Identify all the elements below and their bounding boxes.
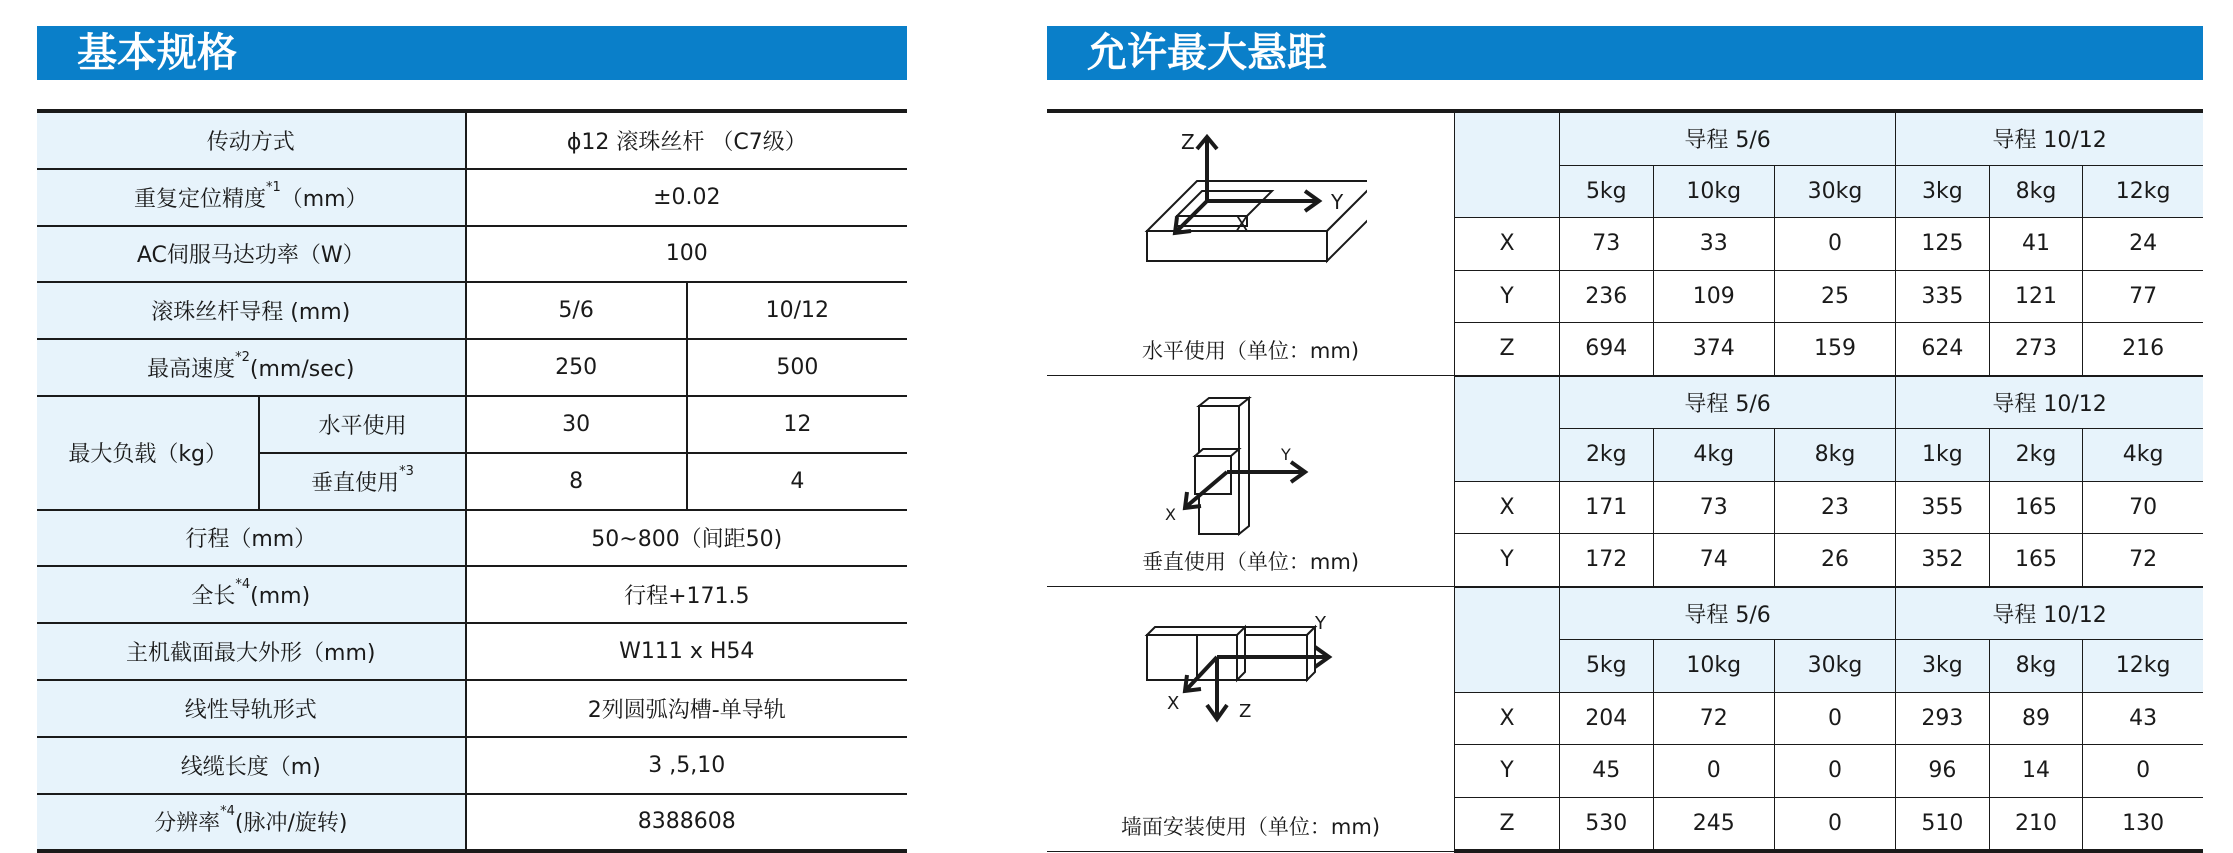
spec-row-guide [37,680,907,737]
overhang-value: 0 [1774,745,1895,798]
vertical-caption: 垂直使用（单位：mm) [1141,550,1360,574]
lead-header: 导程 5/6 [1560,111,1896,165]
overhang-value: 96 [1896,745,1990,798]
overhang-value: 33 [1653,218,1774,271]
rail-side [1307,627,1315,680]
overhang-value: 73 [1560,218,1654,271]
lead-header: 导程 5/6 [1560,587,1896,640]
spec-label: 主机截面最大外形（mm) [37,623,466,680]
overhang-value: 216 [2083,323,2203,376]
spec-row-cable [37,737,907,794]
overhang-value: 165 [1989,534,2083,587]
spec-value: 4 [687,453,907,510]
spec-label: 线性导轨形式 [37,680,466,737]
spec-row-drive [37,111,907,169]
spec-label [37,566,466,623]
overhang-value: 24 [2083,218,2203,271]
wall-diagram-cell [1047,587,1455,852]
spec-label: 最大负载（kg） [37,396,259,510]
spec-label: 传动方式 [37,111,466,169]
spec-row-repeat [37,169,907,226]
load-header: 4kg [1653,429,1774,482]
basic-spec-table [37,109,907,853]
overhang-value: 26 [1774,534,1895,587]
overhang-value: 510 [1896,797,1990,851]
lead-header: 导程 10/12 [1896,111,2203,165]
overhang-value: 45 [1560,745,1654,798]
overhang-value: 73 [1653,481,1774,534]
slider-side [1237,627,1245,680]
spec-row-load-horizontal [37,396,907,453]
load-header: 8kg [1989,640,2083,693]
lead-header: 导程 5/6 [1560,376,1896,429]
max-overhang-table [1047,109,2203,853]
overhang-value: 0 [2083,745,2203,798]
spec-label [37,794,466,852]
spec-value: 2列圆弧沟槽-单导轨 [466,680,907,737]
spec-sub-label [259,453,465,510]
spec-row-motor [37,226,907,283]
y-axis-label: Y [1315,613,1326,634]
footnote-mark: *4 [220,804,235,820]
overhang-value: 23 [1774,481,1895,534]
overhang-value: 109 [1653,270,1774,323]
spec-label: 线缆长度（m) [37,737,466,794]
overhang-value: 694 [1560,323,1654,376]
spec-row-section [37,623,907,680]
overhang-value: 130 [2083,797,2203,851]
spec-value: 12 [687,396,907,453]
basic-spec-title: 基本规格 [37,26,907,80]
overhang-value: 0 [1774,692,1895,745]
label-unit: （mm） [280,186,368,212]
slider-top [1195,449,1239,456]
axis-header-blank [1455,111,1560,218]
axis-label: X [1455,692,1560,745]
spec-row-lead [37,282,907,339]
overhang-value: 374 [1653,323,1774,376]
spec-value: W111 x H54 [466,623,907,680]
spec-row-speed [37,339,907,396]
spec-value: ±0.02 [466,169,907,226]
overhang-value: 245 [1653,797,1774,851]
overhang-head-row [1047,376,2203,429]
horizontal-use-diagram [1127,131,1367,301]
overhang-value: 25 [1774,270,1895,323]
overhang-value: 352 [1896,534,1990,587]
load-header: 5kg [1560,640,1654,693]
spec-label: AC伺服马达功率（W） [37,226,466,283]
label-text: 垂直使用 [311,470,400,496]
z-axis-label: Z [1239,701,1252,722]
rail-top [1147,627,1315,635]
spec-value: 8388608 [466,794,907,852]
axis-label: X [1455,218,1560,271]
load-header: 1kg [1896,429,1990,482]
axis-label: X [1455,481,1560,534]
overhang-value: 0 [1774,797,1895,851]
lead-header: 导程 10/12 [1896,587,2203,640]
load-header: 30kg [1774,640,1895,693]
overhang-value: 72 [2083,534,2203,587]
overhang-value: 89 [1989,692,2083,745]
overhang-value: 172 [1560,534,1654,587]
footnote-mark: *4 [235,577,251,593]
overhang-head-row [1047,111,2203,165]
footnote-mark: *2 [235,350,250,366]
x-axis-label: X [1235,212,1249,236]
spec-value: 100 [466,226,907,283]
overhang-value: 74 [1653,534,1774,587]
label-unit: (脉冲/旋转) [234,811,348,837]
vertical-use-diagram [1127,394,1367,544]
spec-label [37,339,466,396]
spec-value: 3 ,5,10 [466,737,907,794]
spec-label: 滚珠丝杆导程 (mm) [37,282,466,339]
spec-label: 行程（mm） [37,510,466,567]
x-axis-label: X [1167,693,1180,714]
spec-label [37,169,466,226]
overhang-value: 335 [1896,270,1990,323]
load-header: 3kg [1896,640,1990,693]
axis-header-blank [1455,376,1560,482]
vertical-diagram-cell [1047,376,1455,587]
overhang-value: 236 [1560,270,1654,323]
overhang-head-row [1047,587,2203,640]
overhang-value: 165 [1989,481,2083,534]
label-unit: (mm) [250,584,311,610]
spec-value: 8 [466,453,687,510]
overhang-value: 72 [1653,692,1774,745]
overhang-value: 204 [1560,692,1654,745]
rail-top [1199,398,1249,406]
axis-label: Z [1455,797,1560,851]
spec-value: 行程+171.5 [466,566,907,623]
spec-row-resolution [37,794,907,852]
spec-value: 30 [466,396,687,453]
overhang-value: 355 [1896,481,1990,534]
label-text: 分辨率 [154,811,221,837]
label-unit: (mm/sec) [249,357,355,383]
overhang-value: 210 [1989,797,2083,851]
axis-label: Y [1455,534,1560,587]
overhang-value: 0 [1774,218,1895,271]
overhang-value: 530 [1560,797,1654,851]
horizontal-caption: 水平使用（单位：mm) [1141,339,1360,363]
overhang-value: 121 [1989,270,2083,323]
lead-header: 导程 10/12 [1896,376,2203,429]
wall-mount-diagram [1127,605,1387,745]
load-header: 12kg [2083,640,2203,693]
load-header: 2kg [1989,429,2083,482]
label-text: 最高速度 [147,357,236,383]
load-header: 10kg [1653,640,1774,693]
overhang-value: 70 [2083,481,2203,534]
overhang-value: 43 [2083,692,2203,745]
spec-value: 5/6 [466,282,687,339]
y-axis-label: Y [1281,445,1291,464]
axis-label: Y [1455,270,1560,323]
load-header: 8kg [1774,429,1895,482]
label-text: 重复定位精度 [133,186,266,212]
overhang-value: 41 [1989,218,2083,271]
horizontal-diagram-cell [1047,111,1455,376]
overhang-value: 14 [1989,745,2083,798]
spec-value: ϕ12 滚珠丝杆 （C7级） [466,111,907,169]
overhang-value: 624 [1896,323,1990,376]
overhang-value: 77 [2083,270,2203,323]
overhang-value: 171 [1560,481,1654,534]
rail-side [1239,398,1249,534]
load-header: 2kg [1560,429,1654,482]
load-header: 5kg [1560,165,1654,218]
spec-value: 50~800（间距50) [466,510,907,567]
axis-label: Z [1455,323,1560,376]
max-overhang-title: 允许最大悬距 [1047,26,2203,80]
axis-header-blank [1455,587,1560,693]
x-axis-label: X [1165,505,1176,524]
load-header: 12kg [2083,165,2203,218]
spec-sub-label: 水平使用 [259,396,465,453]
overhang-value: 0 [1653,745,1774,798]
spec-row-length [37,566,907,623]
label-text: 全长 [191,584,236,610]
footnote-mark: *1 [265,179,281,195]
load-header: 10kg [1653,165,1774,218]
load-header: 30kg [1774,165,1895,218]
load-header: 4kg [2083,429,2203,482]
y-axis-label: Y [1331,190,1344,214]
wall-caption: 墙面安装使用（单位：mm) [1120,814,1381,839]
spec-value: 250 [466,339,687,396]
footnote-mark: *3 [399,463,414,479]
overhang-value: 273 [1989,323,2083,376]
load-header: 8kg [1989,165,2083,218]
spec-value: 500 [687,339,907,396]
overhang-value: 159 [1774,323,1895,376]
spec-row-stroke [37,510,907,567]
spec-value: 10/12 [687,282,907,339]
overhang-value: 125 [1896,218,1990,271]
overhang-value: 293 [1896,692,1990,745]
axis-label: Y [1455,745,1560,798]
load-header: 3kg [1896,165,1990,218]
z-axis-label: Z [1181,131,1195,154]
